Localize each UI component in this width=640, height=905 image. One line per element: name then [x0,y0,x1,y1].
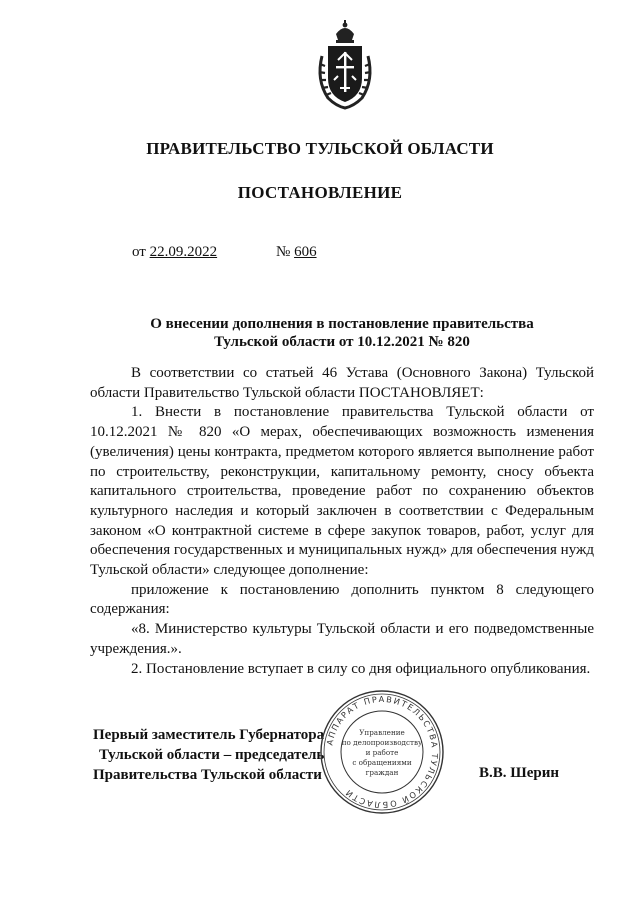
decree-date [132,244,217,261]
stamp-inner-line: и работе [365,748,399,757]
subject-line: О внесении дополнения в постановление правительства [150,316,534,332]
official-stamp [318,688,446,816]
date-value: 22.09.2022 [149,244,218,260]
signatory-line: Правительства Тульской области [93,766,322,783]
decree-number [276,244,317,261]
signatory-name: В.В. Шерин [479,765,560,781]
stamp-ring-text: АППАРАТ ПРАВИТЕЛЬСТВА ТУЛЬСКОЙ ОБЛАСТИ [324,693,441,811]
body-paragraph: В соответствии со статьей 46 Устава (Основного Закона) Тульской области Правительство Тульской области ПОСТАНОВЛЯЕТ: [90,365,594,401]
signatory-line: Тульской области – председатель [99,746,325,763]
decree-body [90,364,594,679]
signatory-line: Первый заместитель Губернатора [93,727,325,743]
number-value: 606 [294,244,317,260]
subject-line: Тульской области от 10.12.2021 № 820 [214,334,470,350]
government-title: ПРАВИТЕЛЬСТВО ТУЛЬСКОЙ ОБЛАСТИ [146,139,494,158]
decree-type-title: ПОСТАНОВЛЕНИЕ [237,183,403,202]
stamp-inner-text [342,728,423,777]
body-paragraph: 2. Постановление вступает в силу со дня официального опубликования. [131,660,591,677]
stamp-inner-line: с обращениями [352,758,412,767]
body-paragraph: приложение к постановлению дополнить пунктом 8 следующего содержания: [90,581,594,618]
number-prefix: № [276,244,291,260]
stamp-inner-line: граждан [365,768,399,777]
stamp-inner-line: по делопроизводству [341,738,423,747]
tula-coat-of-arms-icon [314,20,376,110]
date-prefix: от [132,244,146,260]
signatory-position [93,726,324,785]
body-paragraph: «8. Министерство культуры Тульской области и его подведомственные учреждения.». [90,621,594,657]
stamp-inner-line: Управление [359,728,405,737]
decree-subject [100,315,584,351]
body-paragraph: 1. Внести в постановление правительства Тульской области от 10.12.2021 № 820 «О мерах, обеспечивающих возможность изменения (увеличения) цены контракта, предметом которого является выполнение работ по строительству, реконструкции, капитальному ремонту, сносу объекта капитального строительства, проведение работ по сохранению объектов культурного наследия и который заключен в соответствии с Федеральным законом «О контрактной системе в сфере закупок товаров, работ, услуг для обеспечения государственных и муниципальных нужд» для обеспечения нужд Тульской области» следующее дополнение: [90,404,594,579]
